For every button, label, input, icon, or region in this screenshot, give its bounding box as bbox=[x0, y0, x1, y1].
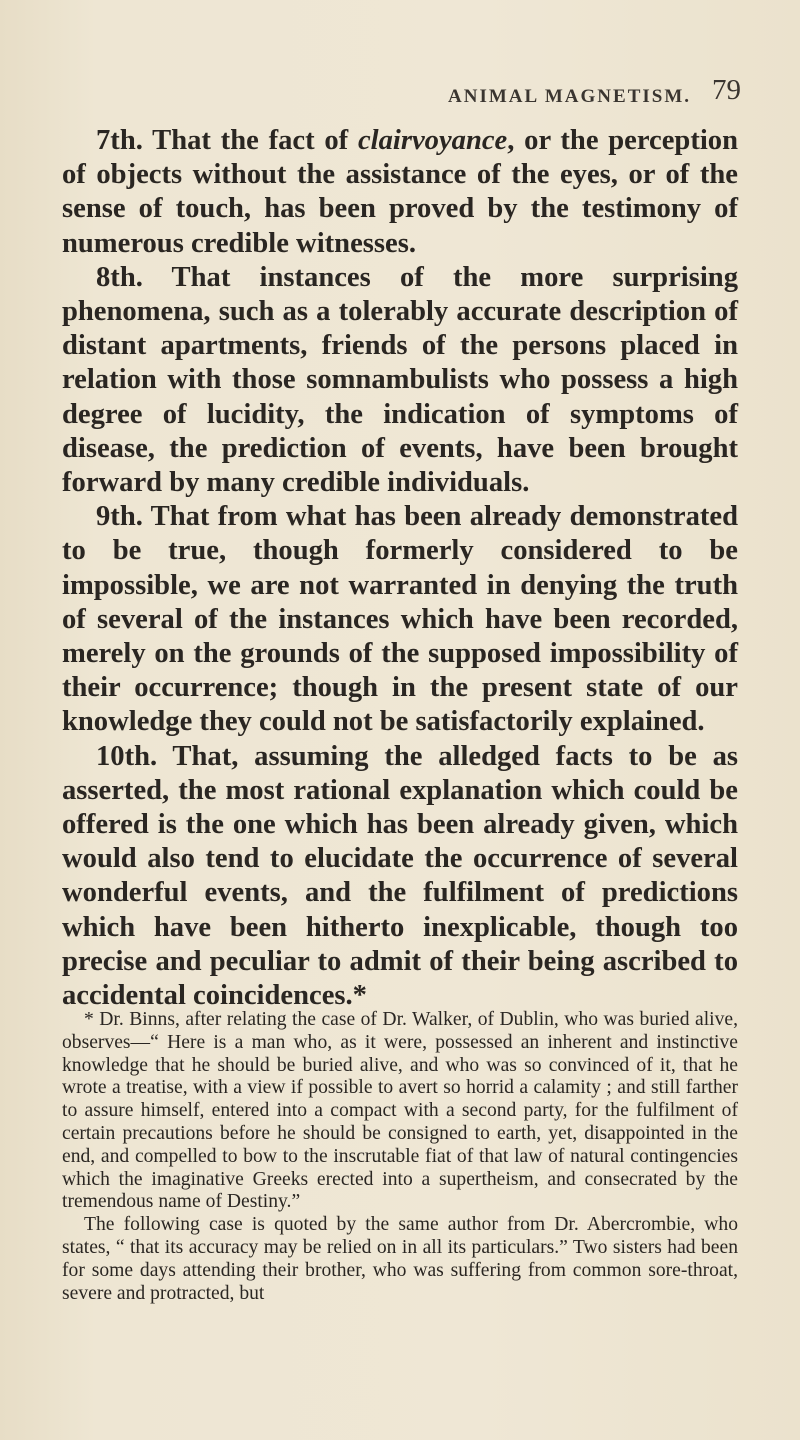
main-text bbox=[62, 124, 738, 1013]
paragraph-10th: 10th. That, assuming the alledged facts to be as asserted, the most rational explanation which could be offered is the one which has been already given, which would also tend to elucidate the occurrence of several wonderful events, and the fulfilment of predictions which have been hitherto inexplicable, though too precise and peculiar to admit of their being ascribed to accidental coincidences.* bbox=[62, 740, 738, 1012]
paragraph-7th-rest: , or the perception of objects without the assistance of the eyes, or of the sense of touch, has been proved by the testimony of numerous credible witnesses. bbox=[62, 125, 738, 259]
paragraph-9th: 9th. That from what has been already demonstrated to be true, though formerly considered to be impossible, we are not warranted in denying the truth of several of the instances which have been recorded, merely on the grounds of the supposed impossibility of their occurrence; though in the present state of our knowledge they could not be satisfactorily explained. bbox=[62, 501, 738, 738]
paragraph-8th: 8th. That instances of the more surprising phenomena, such as a tolerably accurate description of distant apartments, friends of the persons placed in relation with those somnambulists who possess a high degree of lucidity, the indication of symptoms of disease, the prediction of events, have been brought forward by many credible individuals. bbox=[62, 261, 738, 499]
clairvoyance-term: clairvoyance bbox=[357, 125, 508, 156]
footnotes bbox=[62, 1009, 738, 1305]
footnote-abercrombie: The following case is quoted by the same author from Dr. Abercrombie, who states, “ that its accuracy may be relied on in all its particulars.” Two sisters had been for some days attending their brother, who was suffering from common sore-throat, severe and protracted, but bbox=[62, 1214, 738, 1304]
running-head: ANIMAL MAGNETISM. bbox=[448, 86, 692, 107]
footnote-binns: * Dr. Binns, after relating the case of Dr. Walker, of Dublin, who was buried alive, observes—“ Here is a man who, as it were, possessed an inherent and instinctive knowledge that he should be buried alive, and who was so convinced of it, that he wrote a treatise, with a view if possible to avert so horrid a calamity ; and still farther to assure himself, entered into a compact with a second party, for the fulfilment of certain precautions before he should be consigned to earth, yet, disappointed in the end, and compelled to bow to the inscrutable fiat of that law of natural contingencies which the imaginative Greeks erected into a supertheism, and consecrated by the tremendous name of Destiny.” bbox=[62, 1009, 738, 1213]
page-number: 79 bbox=[712, 74, 741, 106]
paragraph-7th-lead: 7th. That the fact of bbox=[96, 125, 358, 156]
paragraph-7th bbox=[62, 124, 738, 261]
